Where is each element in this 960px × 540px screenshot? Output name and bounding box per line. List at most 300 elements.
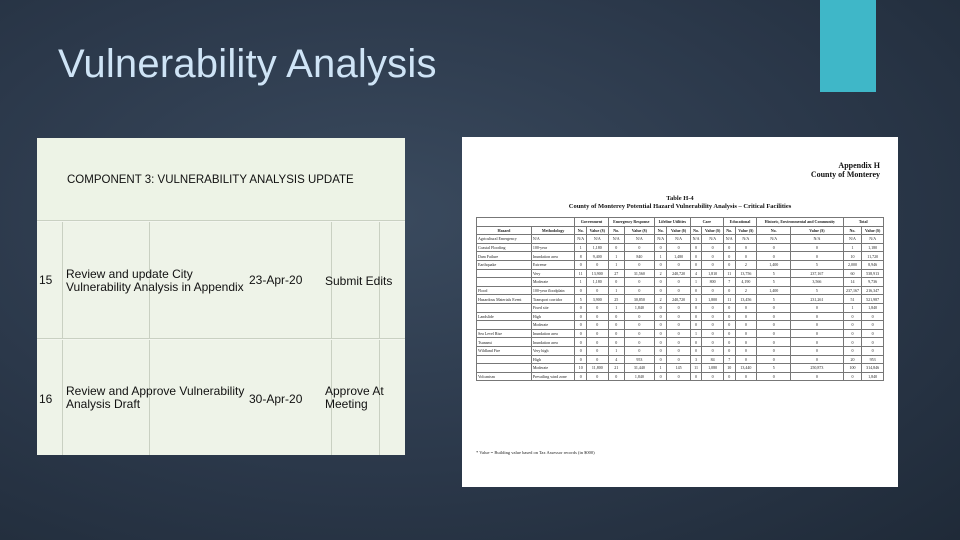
table-cell: 1 [690,329,702,338]
table-cell: 0 [575,329,587,338]
table-cell: 4 [690,269,702,278]
column-header: Value ($) [702,226,724,235]
table-cell: 0 [624,321,654,330]
table-cell: 0 [575,321,587,330]
table-cell: 0 [667,346,690,355]
row-status: Approve At Meeting [325,384,384,411]
table-cell: 100-year floodplain [531,286,575,295]
group-header: Emergency Response [608,218,654,227]
table-cell: 0 [723,312,735,321]
group-header: Government [575,218,608,227]
table-cell: 0 [624,278,654,287]
table-cell: 0 [587,303,609,312]
table-cell: 0 [624,346,654,355]
table-cell: Moderate [531,321,575,330]
table-cell: 1,840 [862,372,884,381]
table-cell: Hazardous Materials Event [477,295,532,304]
table-cell: 0 [667,321,690,330]
table-row [477,260,884,269]
table-cell: 538,913 [862,269,884,278]
table-cell: 0 [654,346,667,355]
table-cell: 237,167 [791,269,843,278]
table-row [477,235,884,244]
table-cell: 0 [690,286,702,295]
table-cell: 0 [702,303,724,312]
appendix-label: Appendix H [838,161,880,170]
table-cell: 0 [690,312,702,321]
table-cell: 240,720 [667,269,690,278]
group-header: Educational [723,218,756,227]
table-cell: 0 [791,338,843,347]
table-cell: 0 [624,329,654,338]
table-cell: 1 [608,303,624,312]
component-table [37,138,405,455]
table-cell: 0 [690,303,702,312]
table-cell: 3 [690,355,702,364]
table-cell: 5 [757,364,791,373]
table-cell: 11 [723,295,735,304]
table-cell: Landslide [477,312,532,321]
table-cell: 9,736 [862,278,884,287]
table-caption: County of Monterey Potential Hazard Vulnerability Analysis – Critical Facilities [568,203,792,210]
table-cell: 0 [667,372,690,381]
table-row [477,364,884,373]
table-cell: 0 [843,329,862,338]
table-cell: 0 [690,243,702,252]
table-cell: 0 [862,346,884,355]
table-cell: 0 [667,260,690,269]
table-cell: 0 [843,338,862,347]
table-cell: 31,560 [624,269,654,278]
table-cell: 2 [654,295,667,304]
table-row [477,295,884,304]
table-cell: N/A [843,235,862,244]
table-cell: 0 [587,346,609,355]
table-cell: N/A [791,235,843,244]
table-cell: 0 [735,303,757,312]
table-row [477,269,884,278]
table-row [477,252,884,261]
table-cell: Transport corridor [531,295,575,304]
table-cell: 1,480 [667,252,690,261]
table-cell: 0 [608,329,624,338]
table-row [477,278,884,287]
column-header: Value ($) [735,226,757,235]
table-cell: 7 [723,355,735,364]
table-cell: 84 [702,355,724,364]
table-cell: 0 [735,312,757,321]
table-cell: 0 [723,243,735,252]
document-table [476,217,884,442]
table-cell: 0 [757,355,791,364]
table-cell: 0 [624,260,654,269]
table-cell: 0 [757,312,791,321]
column-header: Methodology [531,226,575,235]
table-cell: 0 [735,321,757,330]
table-cell: N/A [624,235,654,244]
table-cell: 0 [654,338,667,347]
table-cell: 800 [702,278,724,287]
table-cell: 0 [624,338,654,347]
table-cell: N/A [587,235,609,244]
table-cell: 11 [575,269,587,278]
table-cell: Inundation area [531,329,575,338]
row-number: 15 [39,273,53,287]
table-cell: 8 [575,252,587,261]
column-header: No. [843,226,862,235]
table-cell: 0 [702,243,724,252]
table-cell: Dam Failure [477,252,532,261]
table-cell: 314,846 [862,364,884,373]
group-header: Lifeline Utilities [654,218,690,227]
table-cell: 0 [667,303,690,312]
table-cell: 0 [702,286,724,295]
table-cell: 1,840 [624,372,654,381]
table-cell: 10 [575,364,587,373]
document-table-title [462,195,898,211]
table-cell: 0 [843,372,862,381]
table-cell: 0 [791,303,843,312]
table-cell: 5 [757,278,791,287]
table-cell: 0 [624,312,654,321]
table-cell: 10 [843,252,862,261]
table-cell: 0 [587,329,609,338]
table-cell: 0 [735,346,757,355]
table-cell: 0 [862,329,884,338]
table-cell: 0 [702,338,724,347]
table-cell: 11 [723,269,735,278]
column-divider [62,340,63,455]
table-cell: 0 [587,372,609,381]
table-cell: 0 [735,372,757,381]
table-cell: 0 [608,372,624,381]
table-cell: 0 [757,303,791,312]
table-cell: 3 [690,295,702,304]
table-cell: 0 [862,338,884,347]
table-cell: 0 [624,243,654,252]
table-cell: 0 [723,372,735,381]
table-cell: 0 [723,260,735,269]
table-cell: 0 [791,321,843,330]
table-cell: 0 [702,312,724,321]
table-cell: N/A [531,235,575,244]
group-header: Total [843,218,883,227]
component-header-text: COMPONENT 3: VULNERABILITY ANALYSIS UPDATE [67,174,354,186]
table-cell: 0 [791,252,843,261]
table-cell: 0 [608,321,624,330]
table-cell: 14 [843,278,862,287]
table-cell: 2,000 [843,260,862,269]
table-cell: 1 [843,243,862,252]
table-cell: 145 [667,364,690,373]
table-cell: 0 [654,260,667,269]
table-row [477,303,884,312]
table-cell: Very [531,269,575,278]
table-cell: 5 [791,286,843,295]
table-cell: 0 [757,252,791,261]
document-footnote: * Value = Building value based on Tax Assessor records (in $000) [476,450,595,455]
table-cell: 216,347 [862,286,884,295]
table-cell: 953 [624,355,654,364]
column-header: No. [690,226,702,235]
group-header: Historic, Environmental and Community [757,218,843,227]
group-header: Care [690,218,723,227]
table-cell: 7 [723,278,735,287]
table-cell: 231,261 [791,295,843,304]
table-cell: 0 [654,312,667,321]
slide-title: Vulnerability Analysis [58,42,437,86]
table-row [477,286,884,295]
table-cell: Wildland Fire [477,346,532,355]
table-cell: 0 [654,355,667,364]
column-header: Value ($) [667,226,690,235]
table-cell: 4 [608,355,624,364]
table-cell: 840 [624,252,654,261]
table-cell: N/A [702,235,724,244]
table-cell [477,321,532,330]
table-cell: 0 [735,329,757,338]
table-cell: 0 [757,346,791,355]
table-row [477,321,884,330]
column-header: No. [608,226,624,235]
table-cell: 0 [690,338,702,347]
table-cell: 0 [735,243,757,252]
accent-bar [820,0,876,92]
table-cell: 0 [667,243,690,252]
table-cell: 0 [843,321,862,330]
table-cell: 0 [690,252,702,261]
column-header: Value ($) [624,226,654,235]
table-cell: 60 [843,269,862,278]
table-cell: Earthquake [477,260,532,269]
table-cell: 953 [862,355,884,364]
row-status: Submit Edits [325,274,393,288]
table-cell: High [531,355,575,364]
table-cell: N/A [723,235,735,244]
table-cell: 51 [843,295,862,304]
table-cell: 1 [608,252,624,261]
table-cell: 1 [608,346,624,355]
table-cell: 1,840 [624,303,654,312]
row-date: 30-Apr-20 [249,392,303,406]
table-cell: 0 [575,346,587,355]
table-cell: 0 [587,321,609,330]
table-cell: 1,400 [757,286,791,295]
table-cell: 0 [757,372,791,381]
table-cell: 1 [575,243,587,252]
table-cell: Tsunami [477,338,532,347]
table-cell: 13,756 [735,269,757,278]
table-cell: Inundation area [531,338,575,347]
table-cell: 0 [723,286,735,295]
table-cell: 1 [843,303,862,312]
table-cell: Moderate [531,364,575,373]
table-cell: 2 [735,260,757,269]
table-cell: 2 [735,286,757,295]
table-cell: 13,900 [587,269,609,278]
table-cell: 0 [667,286,690,295]
table-row [477,243,884,252]
column-header: Hazard [477,226,532,235]
column-header: No. [575,226,587,235]
table-cell: Moderate [531,278,575,287]
table-cell: 0 [702,346,724,355]
table-cell: 3,900 [587,295,609,304]
table-cell: 1,180 [862,243,884,252]
table-cell: 0 [667,338,690,347]
column-header-row [477,226,884,235]
table-cell: 1,840 [862,303,884,312]
table-cell: N/A [862,235,884,244]
table-cell: 1 [654,364,667,373]
document-image [462,137,898,487]
table-row [37,222,405,339]
table-cell: 0 [587,260,609,269]
table-cell: Inundation area [531,252,575,261]
table-cell: 0 [723,338,735,347]
table-cell: 0 [654,303,667,312]
table-cell: 13,456 [735,295,757,304]
table-cell: 0 [791,243,843,252]
row-description: Review and Approve Vulnerability Analysis Draft [66,384,245,411]
table-cell: 27 [608,269,624,278]
table-cell: 0 [791,329,843,338]
table-cell: 0 [690,346,702,355]
table-cell: N/A [654,235,667,244]
table-cell: 0 [702,329,724,338]
row-date: 23-Apr-20 [249,273,303,287]
table-cell: 0 [667,355,690,364]
table-cell: 20 [843,355,862,364]
table-cell: 0 [575,260,587,269]
table-cell: Extreme [531,260,575,269]
table-cell: 0 [702,252,724,261]
table-cell [477,355,532,364]
table-cell: 100 [843,364,862,373]
table-cell: 1,180 [587,243,609,252]
table-cell: 0 [575,372,587,381]
table-cell: N/A [757,235,791,244]
table-cell: 1,800 [702,295,724,304]
table-cell: 5 [575,295,587,304]
table-cell: N/A [608,235,624,244]
table-cell: 10 [723,364,735,373]
table-cell: 0 [575,312,587,321]
table-cell: 240,720 [667,295,690,304]
document-appendix [811,161,880,179]
table-cell: 0 [608,338,624,347]
table-cell: 0 [575,303,587,312]
row-description: Review and update City Vulnerability Analysis in Appendix [66,267,244,294]
table-cell: 0 [654,243,667,252]
table-cell: 31,440 [624,364,654,373]
table-cell: 11 [690,364,702,373]
table-cell [477,303,532,312]
table-cell [477,364,532,373]
table-row [477,346,884,355]
table-cell: 0 [587,355,609,364]
column-header: Value ($) [791,226,843,235]
table-cell: 1 [608,260,624,269]
table-cell: 0 [723,321,735,330]
table-cell: 13,440 [735,364,757,373]
table-cell: 0 [690,321,702,330]
column-header: No. [757,226,791,235]
table-cell: 0 [587,338,609,347]
table-cell: 0 [575,355,587,364]
table-cell: 1 [575,278,587,287]
table-cell: 1 [608,286,624,295]
table-cell: 0 [667,278,690,287]
group-header-row [477,218,884,227]
table-cell: N/A [735,235,757,244]
table-cell: N/A [575,235,587,244]
table-cell: 21 [608,364,624,373]
table-cell: 0 [575,286,587,295]
table-cell: 0 [791,312,843,321]
table-cell: 0 [654,286,667,295]
table-cell: 521,987 [862,295,884,304]
table-cell: 0 [791,355,843,364]
table-cell: 0 [843,346,862,355]
table-cell: Sea Level Rise [477,329,532,338]
table-cell: 0 [723,346,735,355]
column-header: Value ($) [587,226,609,235]
table-cell: 0 [575,338,587,347]
table-cell: 0 [667,312,690,321]
table-cell: 0 [587,286,609,295]
table-cell: 0 [654,329,667,338]
table-cell: Very high [531,346,575,355]
table-cell: N/A [667,235,690,244]
table-cell: 0 [723,303,735,312]
component-header [37,138,405,221]
table-cell: 4,190 [735,278,757,287]
table-cell: 0 [791,346,843,355]
table-cell: N/A [690,235,702,244]
table-cell: 1,080 [702,364,724,373]
table-cell: 5 [757,295,791,304]
table-row [477,355,884,364]
table-cell: 0 [757,329,791,338]
table-cell: High [531,312,575,321]
table-cell: 5 [791,260,843,269]
table-cell [477,269,532,278]
table-cell [477,278,532,287]
table-cell: Volcanism [477,372,532,381]
table-cell: Flood [477,286,532,295]
table-cell: 0 [608,243,624,252]
table-cell: 1,400 [757,260,791,269]
table-cell: 0 [791,372,843,381]
table-row [477,372,884,381]
table-cell: 3,566 [791,278,843,287]
table-cell: 0 [723,329,735,338]
table-cell: 0 [862,321,884,330]
table-cell: 0 [735,338,757,347]
table-cell: 0 [654,372,667,381]
table-cell: 1 [690,278,702,287]
table-cell: 250,873 [791,364,843,373]
table-cell: 0 [608,312,624,321]
table-cell: 25 [608,295,624,304]
county-label: County of Monterey [810,170,880,179]
table-cell: 11,800 [587,364,609,373]
table-cell: 30,850 [624,295,654,304]
table-cell: 0 [702,372,724,381]
table-cell: 0 [735,355,757,364]
table-cell: 0 [624,286,654,295]
